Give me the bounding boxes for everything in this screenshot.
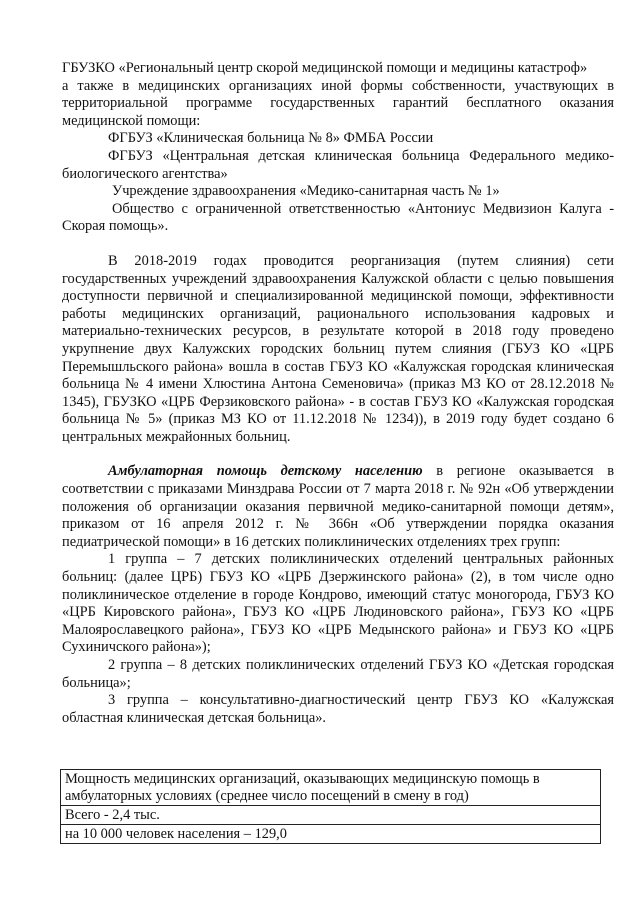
- group-item: 3 группа – консультативно-диагностический центр ГБУЗ КО «Калужская областная клиническая детская больница».: [62, 692, 614, 726]
- org-item: ФГБУЗ «Клиническая больница № 8» ФМБА России: [108, 130, 434, 147]
- capacity-total-cell: Всего - 2,4 тыс.: [61, 806, 601, 825]
- capacity-header-cell: Мощность медицинских организаций, оказывающих медицинскую помощь в амбулаторных условиях (среднее число посещений в смену в год): [61, 770, 601, 806]
- org-item: Общество с ограниченной ответственностью «Антониус Медвизион Калуга - Скорая помощь».: [62, 200, 614, 235]
- spacer: [62, 446, 614, 463]
- table-row: [61, 770, 601, 806]
- reorganization-paragraph: В 2018-2019 годах проводится реорганизация (путем слияния) сети государственных учреждений здравоохранения Калужской области с целью повышения доступности первичной и специализированной медицинской помощи, эффективности работы медицинских организаций, рационального использования кадровых и материально-технических ресурсов, в результате которой в 2018 году проведено укрупнение двух Калужских городских больниц путем слияния (ГБУЗ КО «ЦРБ Перемышльского района» вошла в состав ГБУЗ КО «Калужская городская клиническая больница № 4 имени Хлюстина Антона Семеновича» (приказ МЗ КО от 28.12.2018 № 1345), ГБУЗКО «ЦРБ Ферзиковского района» - в состав ГБУЗ КО «Калужская городская больница № 5» (приказ МЗ КО от 11.12.2018 № 1234)), в 2019 году будет создано 6 центральных межрайонных больниц.: [62, 252, 614, 445]
- ambulatory-heading: Амбулаторная помощь детскому населению: [108, 463, 423, 480]
- group-item: 2 группа – 8 детских поликлинических отделений ГБУЗ КО «Детская городская больница»;: [62, 657, 614, 691]
- org-item: ФГБУЗ «Центральная детская клиническая больница Федерального медико-биологического агентства»: [62, 147, 614, 182]
- ambulatory-text: в регионе оказывается в соответствии с приказами Минздрава России от 7 марта 2018 г. № 92н «Об утверждении положения об организации оказания первичной медико-санитарной помощи детям», приказом от 16 апреля 2012 г. № 366н «Об утверждении порядка оказания педиатрической помощи» в 16 детских поликлинических отделениях трех групп:: [62, 463, 614, 550]
- org-item: Учреждение здравоохранения «Медико-санитарная часть № 1»: [112, 183, 500, 200]
- spacer: [62, 236, 614, 253]
- table-row: [61, 825, 601, 844]
- intro-line-2: а также в медицинских организациях иной формы собственности, участвующих в территориальной программе государственных гарантий бесплатного оказания медицинской помощи:: [62, 77, 614, 129]
- intro-line-1: ГБУЗКО «Региональный центр скорой медицинской помощи и медицины катастроф»: [62, 60, 588, 76]
- group-item: 1 группа – 7 детских поликлинических отделений центральных районных больниц: (далее ЦРБ) ГБУЗ КО «ЦРБ Дзержинского района» (2), в том числе одно поликлиническое отделение в городе Кондрово, имеющий статус моногорода, ГБУЗ КО «ЦРБ Кировского района», ГБУЗ КО «ЦРБ Людиновского района», ГБУЗ КО «ЦРБ Малоярославецкого района», ГБУЗ КО «ЦРБ Медынского района» и ГБУЗ КО «ЦРБ Сухиничского района»);: [62, 551, 614, 656]
- capacity-table: [60, 769, 601, 844]
- table-row: [61, 806, 601, 825]
- capacity-per-population-cell: на 10 000 человек населения – 129,0: [61, 825, 601, 844]
- ambulatory-paragraph: [62, 463, 614, 551]
- document-body: [62, 60, 614, 727]
